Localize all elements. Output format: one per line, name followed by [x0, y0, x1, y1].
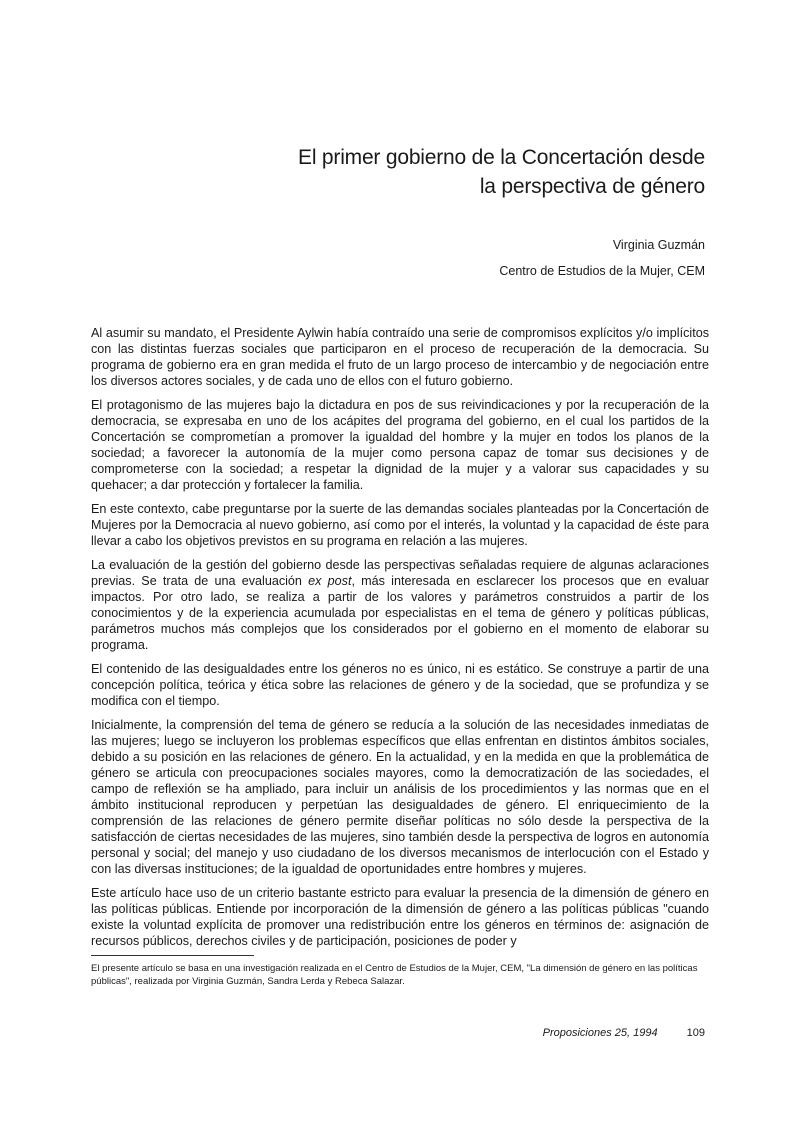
paragraph: El protagonismo de las mujeres bajo la dictadura en pos de sus reivindicaciones y por la recuperación de la democracia, se expresaba en uno de los acápites del programa del gobierno, en el cual los partidos de la Concertación se comprometían a promover la igualdad del hombre y la mujer en todos los planos de la sociedad; a favorecer la autonomía de la mujer como persona capaz de tomar sus decisiones y de comprometerse con la sociedad; a respetar la dignidad de la mujer y a valorar sus capacidades y su quehacer; a dar protección y fortalecer la familia.	[91, 398, 709, 492]
author-name: Virginia Guzmán	[612, 238, 705, 252]
page-footer	[543, 1026, 705, 1040]
paragraph: Este artículo hace uso de un criterio bastante estricto para evaluar la presencia de la dimensión de género en las políticas públicas. Entiende por incorporación de la dimensión de género a las políticas públicas "cuando existe la voluntad explícita de promover una redistribución entre los géneros en términos de: asignación de recursos públicos, derechos civiles y de participación, posiciones de poder y	[91, 886, 709, 948]
paragraph: La evaluación de la gestión del gobierno desde las perspectivas señaladas requiere de algunas aclaraciones previas. Se trata de una evaluación ex post, más interesada en esclarecer los procesos que en evaluar impactos. Por otro lado, se realiza a partir de los valores y parámetros construidos a partir de los conocimientos y de la experiencia acumulada por especialistas en el tema de género y políticas públicas, parámetros muchos más complejos que los considerados por el gobierno en el momento de elaborar su programa.	[91, 558, 710, 652]
journal-citation: Proposiciones 25, 1994	[542, 1027, 658, 1039]
paragraph: Al asumir su mandato, el Presidente Aylwin había contraído una serie de compromisos explícitos y/o implícitos con las distintas fuerzas sociales que participaron en el proceso de recuperación de la democracia. Su programa de gobierno era en gran medida el fruto de un largo proceso de intercambio y de negociación entre los diversos actores sociales, y de cada uno de ellos con el futuro gobierno.	[91, 326, 709, 388]
page-number: 109	[686, 1027, 705, 1039]
emphasis-text: ex post	[308, 574, 352, 589]
title-line-1: El primer gobierno de la Concertación desde	[298, 146, 705, 169]
footnote: El presente artículo se basa en una investigación realizada en el Centro de Estudios de la Mujer, CEM, "La dimensión de género en las políticas públicas", realizada por Virginia Guzmán, Sandra Lerda y Rebeca Salazar.	[91, 963, 698, 987]
article-body	[91, 326, 709, 958]
title-line-2: la perspectiva de género	[479, 175, 705, 198]
author-affiliation: Centro de Estudios de la Mujer, CEM	[499, 264, 705, 278]
footnote-divider	[91, 955, 254, 956]
paragraph: En este contexto, cabe preguntarse por la suerte de las demandas sociales planteadas por la Concertación de Mujeres por la Democracia al nuevo gobierno, así como por el interés, la voluntad y la capacidad de éste para llevar a cabo los objetivos previstos en su programa en relación a las mujeres.	[91, 502, 709, 548]
paragraph: El contenido de las desigualdades entre los géneros no es único, ni es estático. Se construye a partir de una concepción política, teórica y ética sobre las relaciones de género y de la sociedad, que se profundiza y se modifica con el tiempo.	[91, 662, 709, 709]
article-title	[185, 143, 705, 201]
paragraph: Inicialmente, la comprensión del tema de género se reducía a la solución de las necesidades inmediatas de las mujeres; luego se incluyeron los problemas específicos que ellas enfrentan en distintos ámbitos sociales, debido a su posición en las relaciones de género. En la actualidad, y en la medida en que la problemática de género se articula con preocupaciones sociales mayores, como la democratización de las sociedades, el campo de reflexión se ha ampliado, para incluir un análisis de los procedimientos y las normas que en el ámbito institucional reproducen y perpetúan las desigualdades de género. El enriquecimiento de la comprensión de las relaciones de género permite diseñar políticas no sólo desde la perspectiva de la satisfacción de ciertas necesidades de las mujeres, sino también desde la perspectiva de logros en autonomía personal y social; del manejo y uso ciudadano de los diversos mecanismos de interlocución con el Estado y con las diversas instituciones; de la igualdad de oportunidades entre hombres y mujeres.	[91, 718, 709, 876]
